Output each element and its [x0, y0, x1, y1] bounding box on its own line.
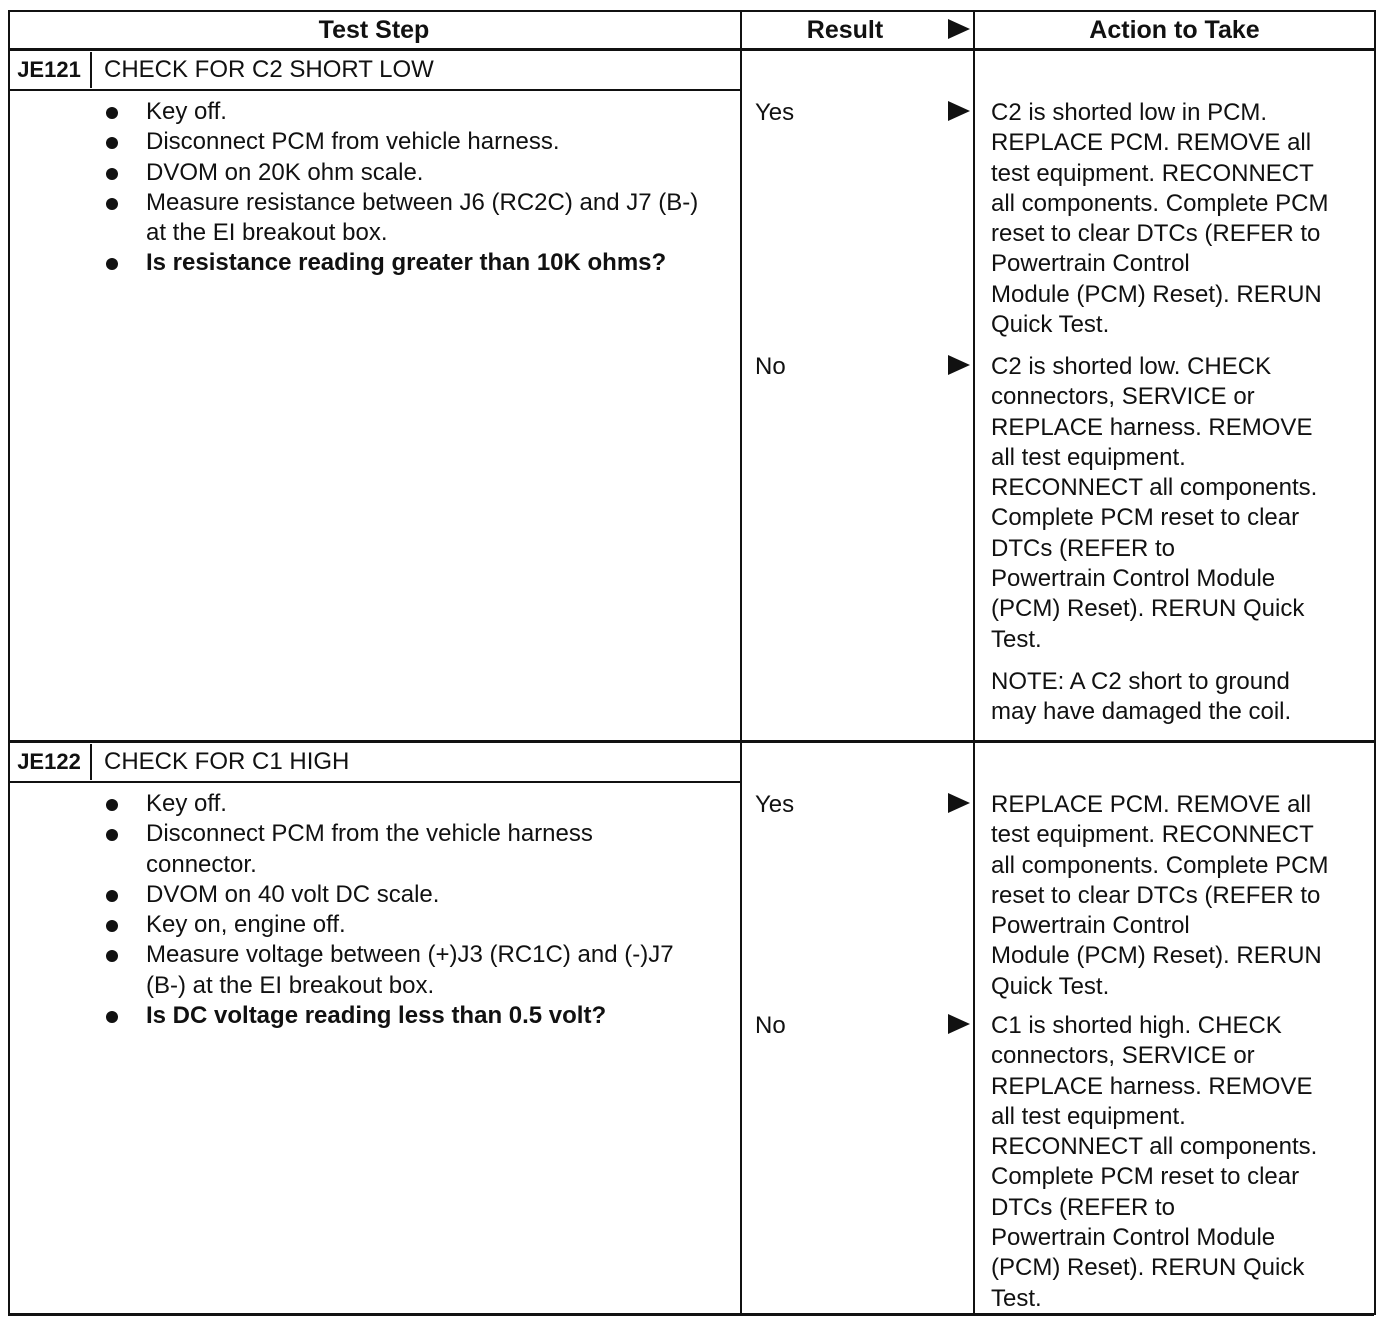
je121-action-yes: C2 is shorted low in PCM. REPLACE PCM. REMOVE all test equipment. RECONNECT all components. Complete PCM reset to clear DTCs (REFER to Powertrain Control Module (PCM) Reset). RERUN Quick Test.: [991, 99, 1329, 339]
step-title-je122: CHECK FOR C1 HIGH: [104, 748, 350, 775]
bullet-icon: [106, 920, 118, 932]
je122-procedure-list: [100, 789, 700, 1031]
bullet-icon: [106, 198, 118, 210]
je121-result-yes: Yes: [755, 99, 795, 126]
list-item: Disconnect PCM from vehicle harness.: [100, 127, 700, 157]
step-id-je122: JE122: [17, 749, 81, 774]
bullet-icon: [106, 950, 118, 962]
bullet-icon: [106, 107, 118, 119]
bullet-icon: [106, 799, 118, 811]
step-divider-rule: [8, 740, 1374, 743]
header-arrow-icon: [948, 19, 970, 39]
je122-title-rule: [8, 781, 740, 783]
list-item: Key off.: [100, 789, 700, 819]
list-item: Key off.: [100, 97, 700, 127]
je122-result-yes: Yes: [755, 791, 795, 818]
bullet-icon: [106, 890, 118, 902]
je121-title-rule: [8, 89, 740, 91]
header-bottom-rule: [8, 48, 1374, 51]
je121-note: NOTE: A C2 short to ground may have damaged the coil.: [991, 668, 1292, 726]
je121-procedure-list: [100, 97, 700, 279]
list-item: Key on, engine off.: [100, 910, 700, 940]
list-item: Measure voltage between (+)J3 (RC1C) and (-)J7 (B-) at the EI breakout box.: [100, 940, 700, 1001]
test-step-result-divider: [740, 10, 742, 1315]
bullet-icon: [106, 258, 118, 270]
step-title-je121: CHECK FOR C2 SHORT LOW: [104, 56, 434, 83]
step-question: Is resistance reading greater than 10K ohms?: [100, 248, 700, 278]
list-item: DVOM on 40 volt DC scale.: [100, 880, 700, 910]
result-action-divider: [973, 10, 975, 1315]
bullet-icon: [106, 168, 118, 180]
step-question: Is DC voltage reading less than 0.5 volt?: [100, 1001, 700, 1031]
je121-yes-arrow-icon: [948, 101, 970, 121]
je121-result-no: No: [755, 353, 786, 380]
list-item: Measure resistance between J6 (RC2C) and J7 (B-) at the EI breakout box.: [100, 188, 700, 249]
je122-id-divider: [90, 744, 92, 780]
header-test-step: Test Step: [318, 16, 430, 44]
je122-yes-arrow-icon: [948, 793, 970, 813]
list-item: Disconnect PCM from the vehicle harness connector.: [100, 819, 700, 880]
bullet-icon: [106, 137, 118, 149]
left-border: [8, 10, 10, 1315]
list-item: DVOM on 20K ohm scale.: [100, 158, 700, 188]
je122-action-no: C1 is shorted high. CHECK connectors, SERVICE or REPLACE harness. REMOVE all test equipment. RECONNECT all components. Complete PCM reset to clear DTCs (REFER to Powertrain Control Module (PCM) Reset). RERUN Quick Test.: [991, 1012, 1318, 1312]
bullet-icon: [106, 1011, 118, 1023]
table-top-rule: [8, 10, 1374, 12]
header-action: Action to Take: [1089, 16, 1260, 44]
je121-action-no: C2 is shorted low. CHECK connectors, SERVICE or REPLACE harness. REMOVE all test equipment. RECONNECT all components. Complete PCM reset to clear DTCs (REFER to Powertrain Control Module (PCM) Reset). RERUN Quick Test.: [991, 353, 1318, 653]
je121-no-arrow-icon: [948, 355, 970, 375]
header-result: Result: [806, 16, 884, 44]
je122-result-no: No: [755, 1012, 786, 1039]
je121-id-divider: [90, 52, 92, 88]
bullet-icon: [106, 829, 118, 841]
step-id-je121: JE121: [17, 57, 81, 82]
je122-action-yes: REPLACE PCM. REMOVE all test equipment. RECONNECT all components. Complete PCM reset to clear DTCs (REFER to Powertrain Control Module (PCM) Reset). RERUN Quick Test.: [991, 791, 1329, 1000]
je122-no-arrow-icon: [948, 1014, 970, 1034]
